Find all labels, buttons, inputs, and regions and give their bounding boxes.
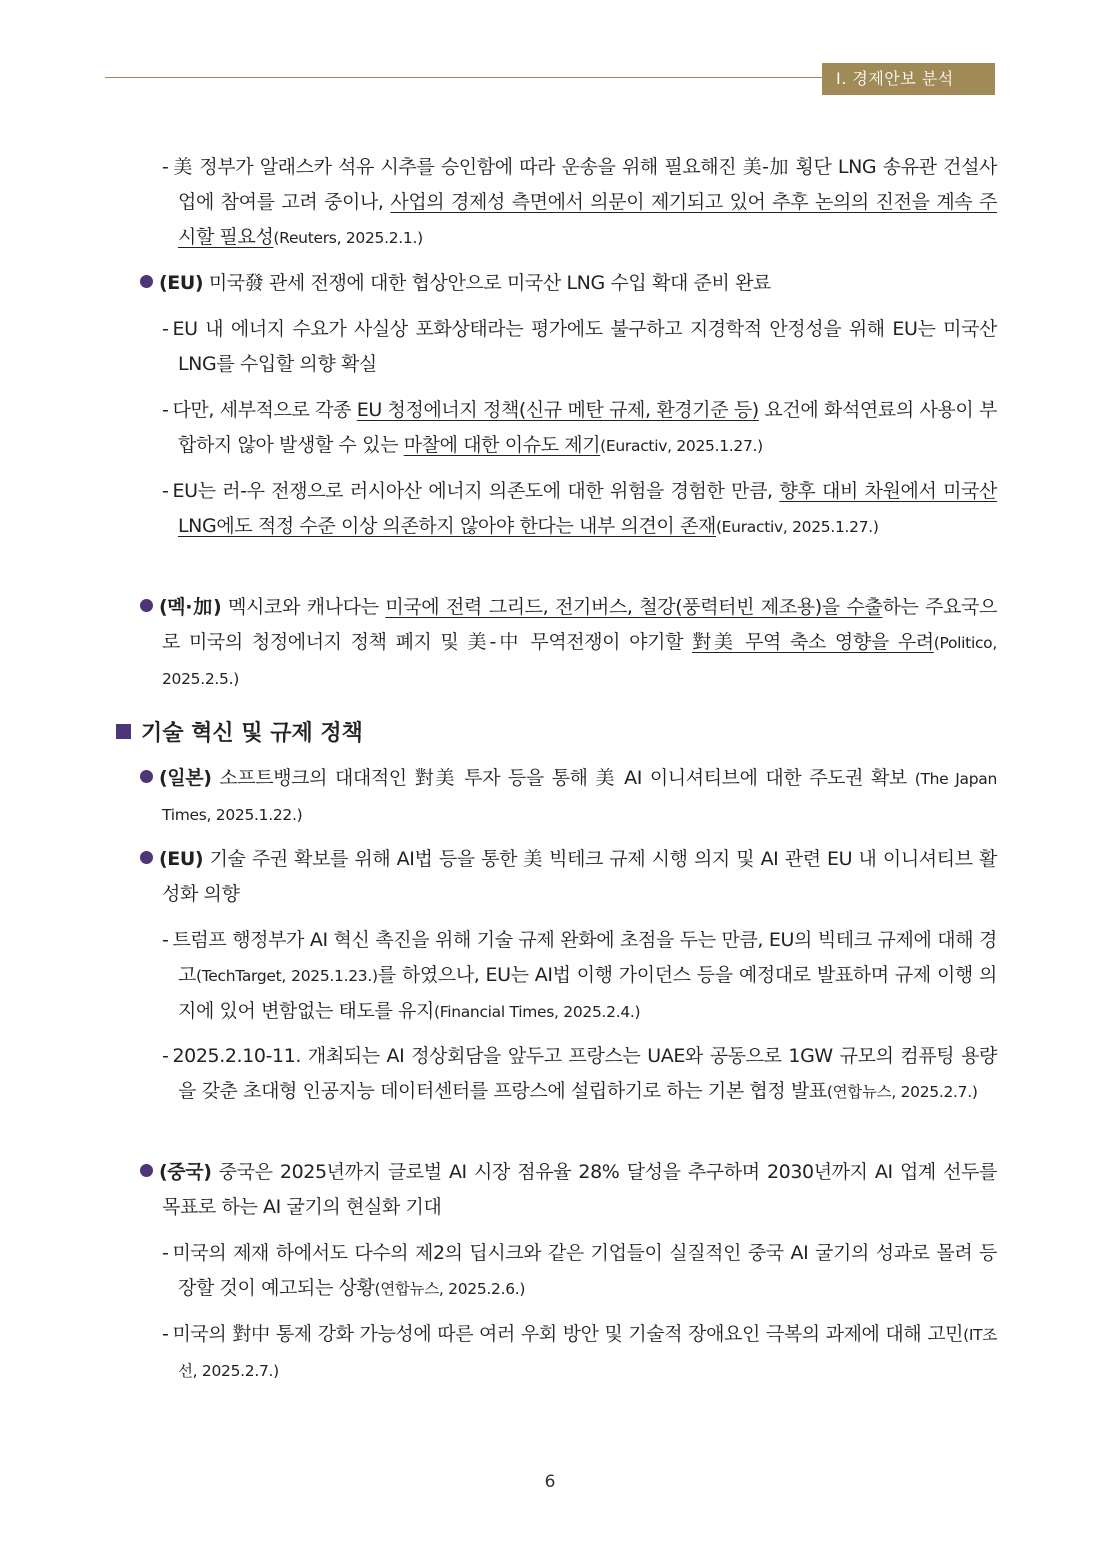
dash-mark: - [162, 1323, 169, 1345]
square-bullet-icon [116, 724, 131, 739]
text: 소프트뱅크의 대대적인 對美 투자 등을 통해 美 AI 이니셔티브에 대한 주도권 확보 [211, 767, 915, 789]
section-title: 기술 혁신 및 규제 정책 [141, 721, 363, 746]
bullet-label: (멕·加) [159, 596, 222, 618]
text: 기술 주권 확보를 위해 AI법 등을 통한 美 빅테크 규제 시행 의지 및 AI 관련 EU 내 이니셔티브 활성화 의향 [162, 848, 997, 905]
bullet-dot-icon [140, 770, 153, 783]
bullet-dot-icon [140, 1164, 153, 1177]
text: 美 정부가 알래스카 석유 시추를 승인함에 따라 운송을 위해 필요해진 美-加 횡단 LNG 송유관 건설사업에 참여를 고려 중이나, [172, 156, 997, 213]
text: EU 내 에너지 수요가 사실상 포화상태라는 평가에도 불구하고 지경학적 안정성을 위해 EU는 미국산 LNG를 수입할 의향 확실 [172, 318, 997, 375]
bullet-eu-ai [140, 842, 997, 912]
header-rule [105, 77, 825, 78]
paragraph-eu-demand [162, 312, 997, 382]
dash-mark: - [162, 1242, 169, 1264]
text: EU는 러-우 전쟁으로 러시아산 에너지 의존도에 대한 위험을 경험한 만큼, [172, 480, 780, 502]
citation: (연합뉴스, 2025.2.7.) [826, 1083, 978, 1101]
text: 중국은 2025년까지 글로벌 AI 시장 점유율 28% 달성을 추구하며 2030년까지 AI 업계 선두를 목표로 하는 AI 굴기의 현실화 기대 [162, 1161, 997, 1218]
citation: (Politico, 2025.2.5.) [162, 634, 997, 688]
text: 를 하였으나, EU는 AI법 이행 가이던스 등을 예정대로 발표하며 규제 이행 의지에 있어 변함없는 태도를 유지 [178, 964, 997, 1022]
text: 미국發 관세 전쟁에 대한 협상안으로 미국산 LNG 수입 확대 준비 완료 [203, 272, 771, 294]
page-number: 6 [544, 1472, 556, 1492]
citation: (IT조선, 2025.2.7.) [178, 1326, 997, 1380]
paragraph-eu-clean-energy [162, 393, 997, 464]
paragraph-ai-summit [162, 1039, 997, 1110]
bullet-china [140, 1155, 997, 1225]
citation: (연합뉴스, 2025.2.6.) [374, 1280, 526, 1298]
text: 트럼프 행정부가 AI 혁신 촉진을 위해 기술 규제 완화에 초점을 두는 만큼, EU의 빅테크 규제에 대해 경고 [172, 929, 997, 986]
bullet-label: (EU) [159, 848, 204, 870]
citation: (Euractiv, 2025.1.27.) [600, 437, 763, 455]
text: 2025.2.10-11. 개최되는 AI 정상회담을 앞두고 프랑스는 UAE와 공동으로 1GW 규모의 컴퓨팅 용량을 갖춘 초대형 인공지능 데이터센터를 프랑스에 설립하기로 하는 기본 협정 발표 [172, 1045, 997, 1102]
citation: (The Japan Times, 2025.1.22.) [162, 770, 997, 824]
dash-mark: - [162, 1045, 169, 1067]
underlined-text: 마찰에 대한 이슈도 제기 [403, 434, 601, 456]
text: 요건에 화석연료의 사용이 부합하지 않아 발생할 수 있는 [178, 399, 997, 456]
dash-mark: - [162, 929, 169, 951]
paragraph-alaska-lng [162, 150, 997, 256]
paragraph-trump-warning [162, 923, 997, 1030]
underlined-text: EU 청정에너지 정책(신규 메탄 규제, 환경기준 등) [356, 399, 759, 421]
text: 다만, 세부적으로 각종 [172, 399, 357, 421]
text: 미국의 對中 통제 강화 가능성에 따른 여러 우회 방안 및 기술적 장애요인 극복의 과제에 대해 고민 [172, 1323, 964, 1345]
section-heading [116, 716, 363, 752]
paragraph-deepseek [162, 1236, 997, 1307]
dash-mark: - [162, 480, 169, 502]
underlined-text: 미국에 전력 그리드, 전기버스, 철강(풍력터빈 제조용)을 수출 [385, 596, 883, 618]
paragraph-eu-dependency [162, 474, 997, 545]
underlined-text: 對美 무역 축소 영향을 우려 [692, 631, 934, 653]
bullet-japan [140, 761, 997, 833]
underlined-text: 향후 대비 차원에서 미국산 LNG에도 적정 수준 이상 의존하지 않아야 한다는 내부 의견이 존재 [178, 480, 997, 537]
section-tab: Ⅰ. 경제안보 분석 [822, 63, 995, 95]
bullet-label: (일본) [159, 767, 212, 789]
bullet-dot-icon [140, 275, 153, 288]
paragraph-china-controls [162, 1317, 997, 1389]
citation: (TechTarget, 2025.1.23.) [195, 967, 378, 985]
bullet-dot-icon [140, 851, 153, 864]
underlined-text: 사업의 경제성 측면에서 의문이 제기되고 있어 추후 논의의 진전을 계속 주시할 필요성 [178, 191, 997, 248]
bullet-eu-lng [140, 266, 997, 301]
dash-mark: - [162, 399, 169, 421]
citation: (Reuters, 2025.2.1.) [273, 229, 423, 247]
citation: (Euractiv, 2025.1.27.) [715, 518, 879, 536]
bullet-mexico-canada [140, 590, 997, 697]
text: 하는 주요국으로 미국의 청정에너지 정책 폐지 및 美-中 무역전쟁이 야기할 [162, 596, 997, 653]
citation: (Financial Times, 2025.2.4.) [433, 1003, 641, 1021]
text: 미국의 제재 하에서도 다수의 제2의 딥시크와 같은 기업들이 실질적인 중국 AI 굴기의 성과로 몰려 등장할 것이 예고되는 상황 [172, 1242, 997, 1299]
dash-mark: - [162, 318, 169, 340]
text: 멕시코와 캐나다는 [221, 596, 386, 618]
bullet-label: (중국) [159, 1161, 212, 1183]
bullet-label: (EU) [159, 272, 204, 294]
dash-mark: - [162, 156, 169, 178]
bullet-dot-icon [140, 599, 153, 612]
